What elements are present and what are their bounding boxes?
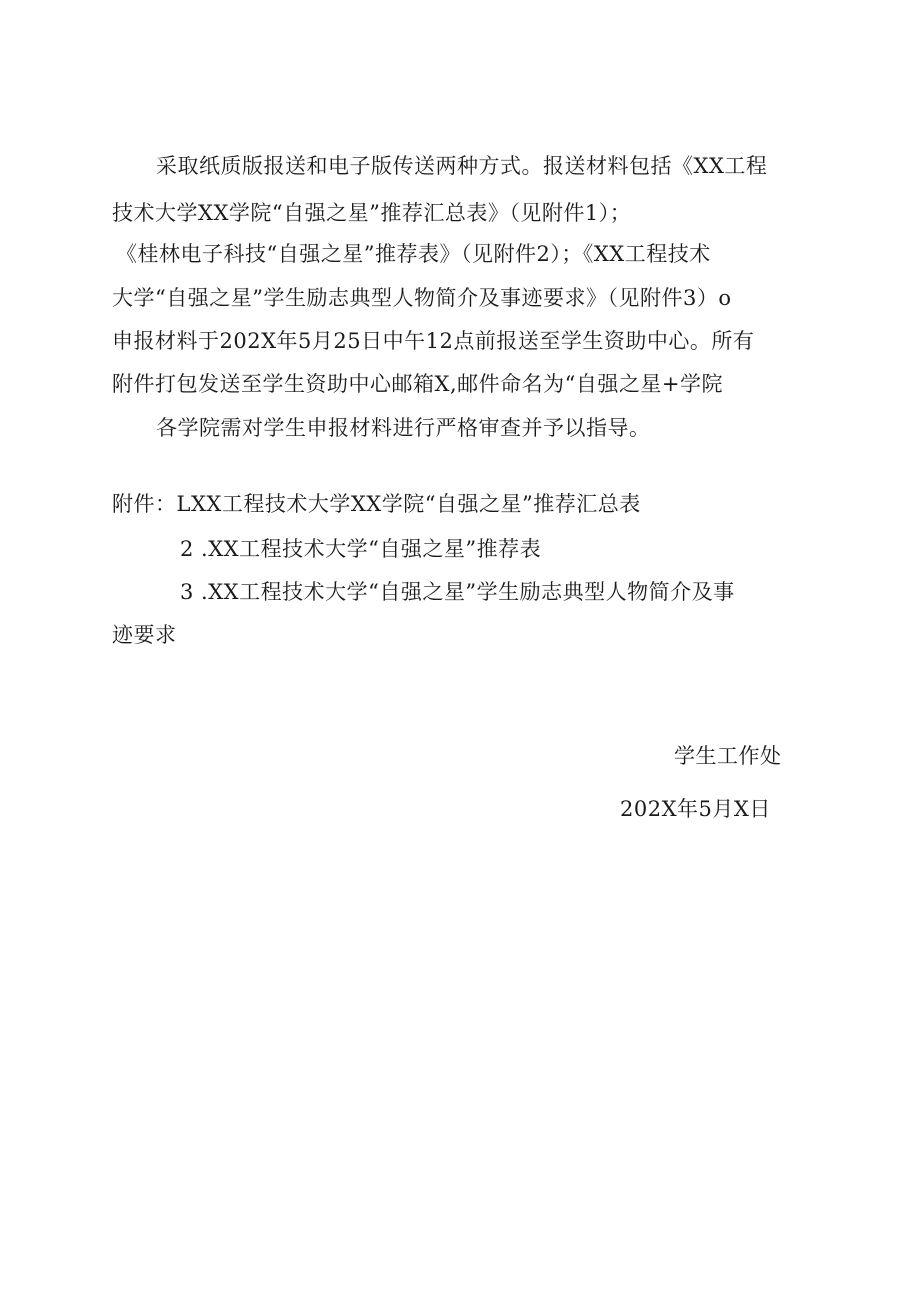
attachment-item-1: 附件：LXX工程技术大学XX学院“自强之星”推荐汇总表 bbox=[112, 492, 641, 516]
body-paragraph-2: 各学院需对学生申报材料进行严格审查并予以指导。 bbox=[156, 416, 651, 440]
paragraph-line: 大学“自强之星”学生励志典型人物简介及事迹要求》（见附件3）o bbox=[112, 286, 732, 310]
paragraph-line: 附件打包发送至学生资助中心邮箱X,邮件命名为“自强之星+学院 bbox=[112, 372, 723, 396]
issuer-name: 学生工作处 bbox=[674, 744, 782, 768]
attachment-item-3: 3 .XX工程技术大学“自强之星”学生励志典型人物简介及事 bbox=[180, 580, 735, 604]
paragraph-line: 采取纸质版报送和电子版传送两种方式。报送材料包括《XX工程 bbox=[156, 154, 768, 178]
paragraph-line: 技术大学XX学院“自强之星”推荐汇总表》（见附件1）； bbox=[112, 201, 632, 225]
issue-date: 202X年5月X日 bbox=[620, 797, 771, 821]
paragraph-line: 《桂林电子科技“自强之星”推荐表》（见附件2）；《XX工程技术 bbox=[116, 242, 711, 266]
attachment-item-2: 2 .XX工程技术大学“自强之星”推荐表 bbox=[180, 537, 542, 561]
paragraph-line: 申报材料于202X年5月25日中午12点前报送至学生资助中心。所有 bbox=[112, 329, 755, 353]
attachment-item-3-continued: 迹要求 bbox=[112, 623, 177, 647]
